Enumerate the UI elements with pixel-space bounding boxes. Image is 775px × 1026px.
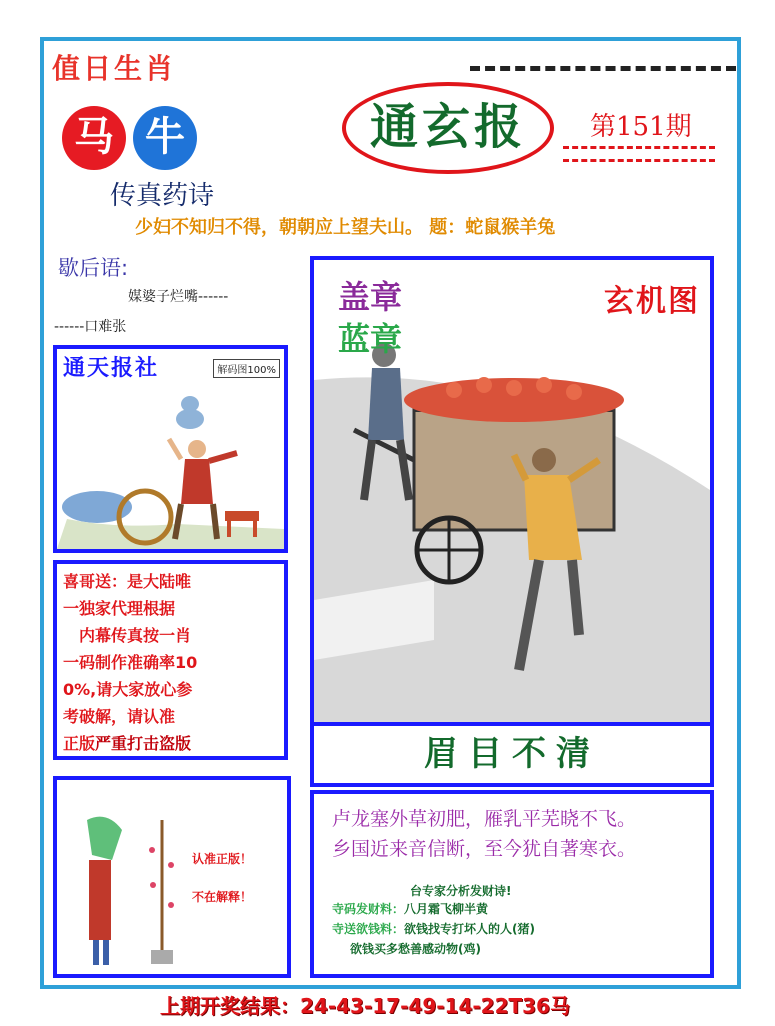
expert-row-2-label: 寺送欲钱料： — [332, 922, 405, 936]
tongtian-illustration — [57, 379, 284, 549]
poem-box — [310, 790, 714, 978]
tongtian-tag: 解码图100% — [213, 359, 280, 378]
expert-row-1-label: 寺码发财料： — [332, 902, 405, 916]
expert-row-2 — [332, 920, 535, 937]
expert-title: 台专家分析发财诗! — [410, 884, 512, 898]
poem-box-line-1: 卢龙塞外草初肥，雁乳平芜晓不飞。 — [332, 808, 637, 830]
notice-line-4: 一码制作准确率10 — [63, 653, 198, 672]
last-draw-result: 上期开奖结果：24-43-17-49-14-22T36马 — [160, 994, 570, 1018]
top-dash-line — [470, 66, 736, 71]
tongtian-box — [53, 345, 288, 553]
expert-row-1 — [332, 900, 488, 917]
stamp-2: 蓝章 — [338, 320, 403, 358]
genuine-box — [53, 776, 291, 978]
main-image-box — [310, 256, 714, 726]
poem-box-line-2: 乡国近来音信断，至今犹自著寒衣。 — [332, 838, 637, 860]
tongtian-title: 通天报社 — [63, 355, 160, 381]
caption-box — [310, 722, 714, 787]
xiehouyu-riddle: 媒婆子烂嘴------ — [128, 289, 229, 305]
expert-row-3: 欲钱买多愁善感动物(鸡) — [350, 942, 481, 956]
caption: 眉目不清 — [424, 734, 600, 774]
poem-line: 少妇不知归不得，朝朝应上望夫山。 题：蛇鼠猴羊兔 — [135, 217, 556, 238]
xiehouyu-answer: ------口难张 — [54, 319, 127, 335]
notice-line-2: 一独家代理根据 — [63, 599, 176, 618]
stamp-1: 盖章 — [338, 278, 403, 316]
expert-row-1-value: 八月霜飞柳半黄 — [404, 902, 489, 916]
notice-line-6: 考破解，请认准 — [63, 707, 176, 726]
issue-underline — [563, 146, 715, 162]
xiehouyu-title: 歇后语: — [58, 256, 129, 280]
xuanji-label: 玄机图 — [604, 284, 700, 319]
zodiac-circle-ox: 牛 — [133, 106, 197, 170]
genuine-line-1: 认准正版！ — [192, 852, 253, 866]
issue-number: 第151期 — [590, 112, 692, 142]
notice-line-1: 喜哥送：是大陆唯 — [63, 572, 192, 591]
notice-line-7 — [63, 730, 278, 757]
notice-anti-piracy: 严重打击盗版 — [95, 734, 192, 753]
poem-title: 传真药诗 — [110, 181, 215, 211]
newspaper-name-oval — [342, 82, 554, 174]
zodiac-title: 值日生肖 — [52, 52, 177, 85]
notice-genuine: 正版 — [63, 734, 96, 753]
newspaper-name: 通玄报 — [369, 99, 526, 155]
notice-line-3: 内幕传真按一肖 — [63, 626, 192, 645]
notice-box — [53, 560, 288, 760]
expert-row-2-value: 欲钱找专打坏人的人(猪) — [404, 922, 535, 936]
zodiac-circle-horse: 马 — [62, 106, 126, 170]
notice-line-5: 0%,请大家放心参 — [63, 680, 193, 699]
genuine-line-2: 不在解释！ — [192, 890, 253, 904]
genuine-illustration — [67, 800, 187, 970]
